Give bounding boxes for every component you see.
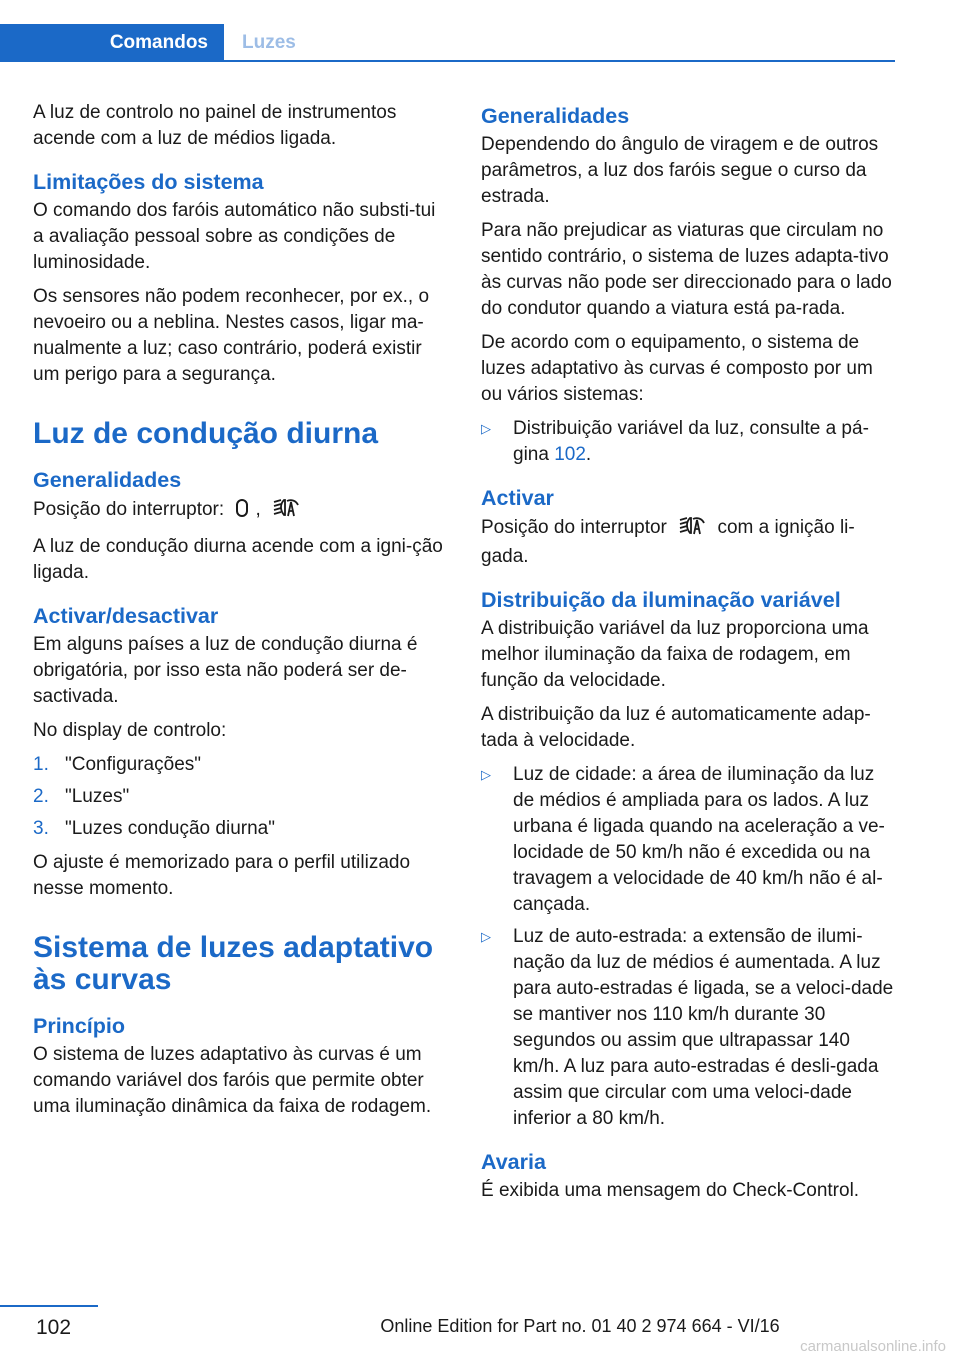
paragraph-control-light: A luz de controlo no painel de instrumentos acende com a luz de médios ligada. xyxy=(33,102,397,149)
heading-general-drl: Generalidades xyxy=(33,468,182,492)
paragraph-equipment: De acordo com o equipamento, o sistema de luzes adaptativo às curvas é composto por um ou vários sistemas: xyxy=(481,332,873,405)
paragraph-display: No display de controlo: xyxy=(33,720,227,741)
bullet-triangle-icon: ▷ xyxy=(481,929,491,944)
list-item: ▷ Luz de cidade: a área de iluminação da luz de médios é ampliada para os lados. A luz urbana é ligada quando na aceleração a ve‐locidade de 50 km/h não é excedida ou na travagem a velocidade de 40 km/h não é al‐cançada. xyxy=(481,764,885,915)
paragraph-principle: O sistema de luzes adaptativo às curvas é um comando variável dos faróis que permite obter uma iluminação dinâmica da faixa de rodagem. xyxy=(33,1044,432,1117)
heading-variable-distribution: Distribuição da iluminação variável xyxy=(481,588,841,612)
heading-adaptive-curve-lights: Sistema de luzes adaptativo às curvas xyxy=(33,931,434,996)
heading-activate-deactivate: Activar/desactivar xyxy=(33,604,219,628)
header-section-tab[interactable]: Comandos xyxy=(0,24,224,62)
page-reference-link[interactable]: 102 xyxy=(554,444,586,465)
list-item: ▷ Distribuição variável da luz, consulte a pá‐gina 102. xyxy=(481,418,869,465)
automatic-headlight-switch-icon xyxy=(272,496,300,526)
heading-avaria: Avaria xyxy=(481,1150,546,1174)
list-item: 3. "Luzes condução diurna" xyxy=(33,818,275,839)
heading-daytime-running-lights: Luz de condução diurna xyxy=(33,417,379,450)
light-modes-list xyxy=(481,762,897,1132)
heading-principle: Princípio xyxy=(33,1014,125,1038)
bullet-triangle-icon: ▷ xyxy=(481,767,491,782)
paragraph-distribution-2: A distribuição da luz é automaticamente adap‐tada à velocidade. xyxy=(481,704,871,751)
header-rule xyxy=(0,60,895,62)
paragraph-general-adaptive: Dependendo do ângulo de viragem e de outros parâmetros, a luz dos faróis segue o curso da estrada. xyxy=(481,134,879,207)
switch-position-label: Posição do interruptor: xyxy=(33,499,225,520)
left-column xyxy=(33,100,445,1128)
adaptive-systems-list xyxy=(481,416,897,468)
paragraph-countries: Em alguns países a luz de condução diurna é obrigatória, por isso esta não poderá ser de‐sactivada. xyxy=(33,634,418,707)
list-item: ▷ Luz de auto-estrada: a extensão de ilumi‐nação da luz de médios é aumentada. A luz para auto-estradas é ligada, se a veloci‐dade se mantiver nos 110 km/h durante 30 segundos ou assim que ultrapassar 140 km/h. A luz para auto-estradas é desli‐gada assim que circular com uma veloci‐dade inferior a 80 km/h. xyxy=(481,926,894,1129)
paragraph-limits-1: O comando dos faróis automático não substi‐tui a avaliação pessoal sobre as condições de luminosidade. xyxy=(33,200,436,273)
automatic-headlight-switch-icon xyxy=(678,514,706,544)
paragraph-switch-position xyxy=(33,496,445,526)
edition-footer: Online Edition for Part no. 01 40 2 974 664 - VI/16 xyxy=(380,1316,780,1336)
heading-general-adaptive: Generalidades xyxy=(481,104,630,128)
bullet-triangle-icon: ▷ xyxy=(481,421,491,436)
watermark: carmanualsonline.info xyxy=(800,1338,946,1355)
switch-separator: , xyxy=(255,499,261,520)
settings-steps-list xyxy=(33,752,445,842)
paragraph-drl-on: A luz de condução diurna acende com a igni‐ção ligada. xyxy=(33,536,443,583)
list-item: 1. "Configurações" xyxy=(33,754,202,775)
header-subsection-tab[interactable]: Luzes xyxy=(242,32,296,53)
switch-position-0-icon xyxy=(235,498,249,526)
heading-system-limits: Limitações do sistema xyxy=(33,170,264,194)
paragraph-profile: O ajuste é memorizado para o perfil utilizado nesse momento. xyxy=(33,852,411,899)
heading-activar: Activar xyxy=(481,486,554,510)
right-column xyxy=(481,100,897,1212)
list-item: 2. "Luzes" xyxy=(33,786,130,807)
paragraph-distribution-1: A distribuição variável da luz proporciona uma melhor iluminação da faixa de rodagem, em função da velocidade. xyxy=(481,618,869,691)
page-number-rule xyxy=(0,1305,98,1307)
paragraph-limits-2: Os sensores não podem reconhecer, por ex., o nevoeiro ou a neblina. Nestes casos, ligar ma‐nualmente a luz; caso contrário, poderá existir um perigo para a segurança. xyxy=(33,286,430,385)
paragraph-activar: Posição do interruptor com a ignição li‐gada. xyxy=(481,514,897,570)
page-number: 102 xyxy=(36,1316,72,1339)
paragraph-avaria: É exibida uma mensagem do Check-Control. xyxy=(481,1180,860,1201)
paragraph-oncoming: Para não prejudicar as viaturas que circulam no sentido contrário, o sistema de luzes adapta‐tivo às curvas não pode ser direccionado para o lado do condutor quando a viatura está pa‐rada. xyxy=(481,220,892,319)
